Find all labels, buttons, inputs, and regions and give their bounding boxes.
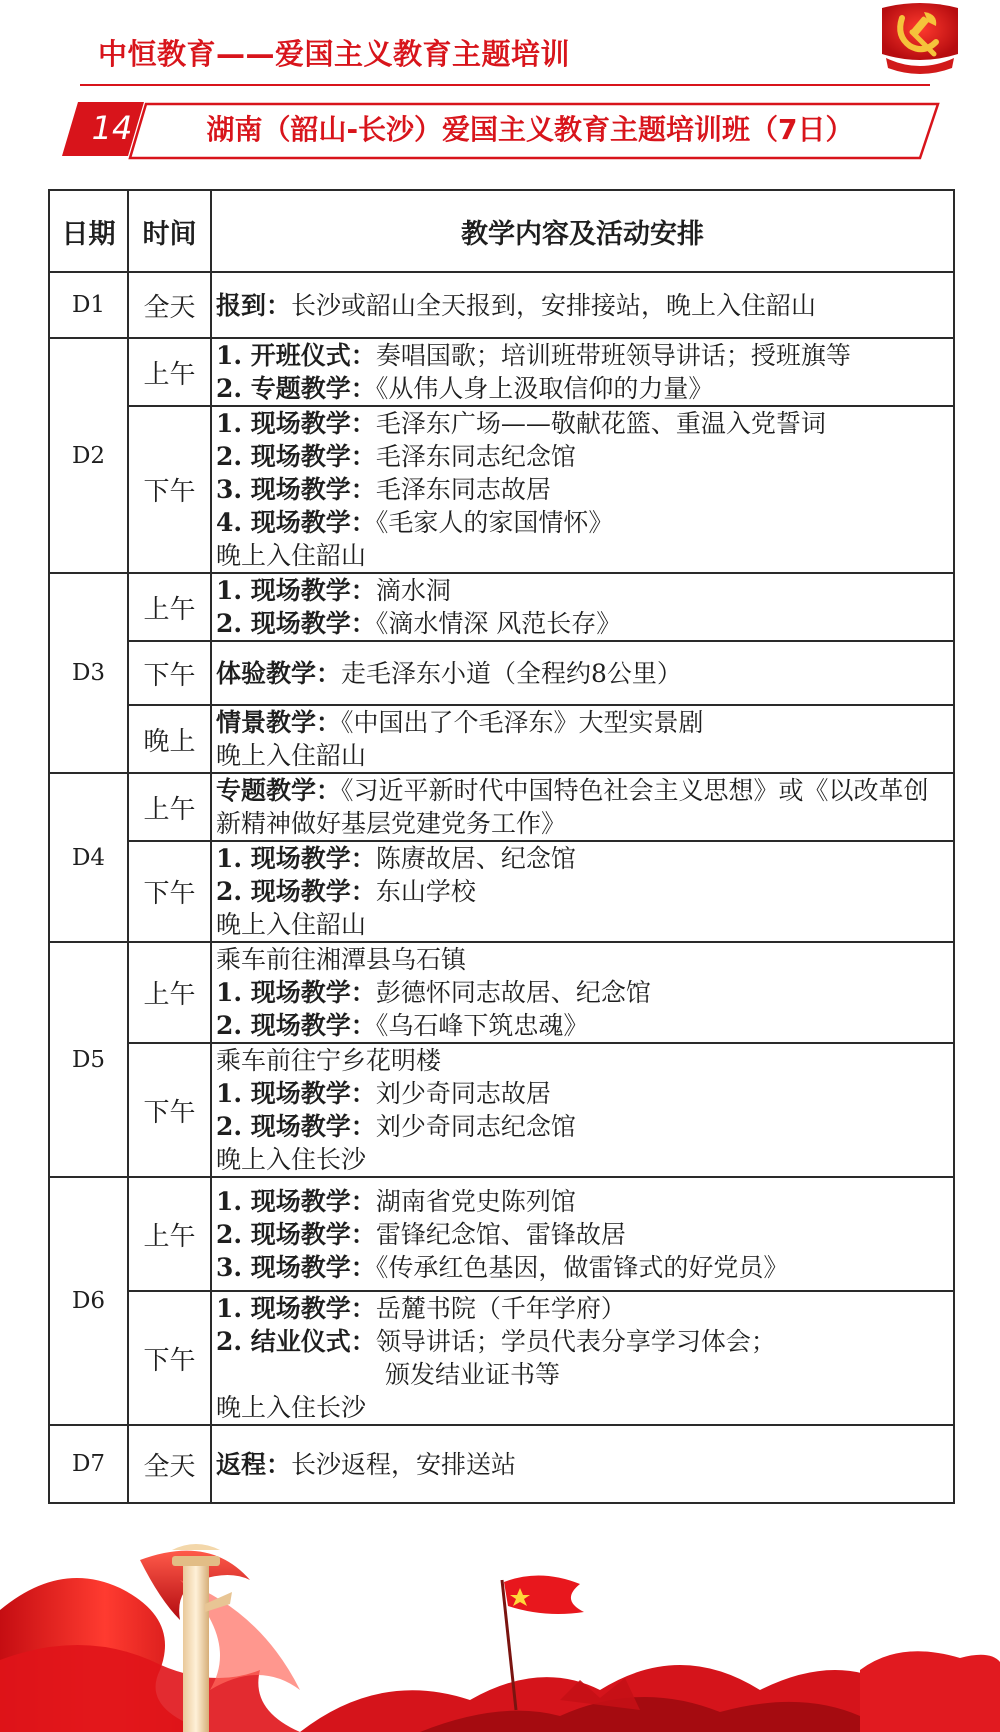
content-text: 《滴水情深 风范长存》 <box>375 609 622 638</box>
time-cell: 下午 <box>128 641 211 705</box>
content-text: 《习近平新时代中国特色社会主义思想》或《以改革创新精神做好基层党建党务工作》 <box>216 776 929 838</box>
table-row <box>49 338 954 406</box>
content-line <box>216 506 949 539</box>
day-cell: D6 <box>49 1177 128 1425</box>
time-cell: 全天 <box>128 272 211 338</box>
content-label: 2. 现场教学： <box>216 442 376 471</box>
content-label: 3. 现场教学： <box>216 1252 376 1282</box>
content-text: 乘车前往湘潭县乌石镇 <box>216 945 467 974</box>
content-label: 2. 现场教学： <box>216 877 376 906</box>
content-label: 2. 专题教学： <box>216 374 376 403</box>
content-line <box>216 1044 949 1077</box>
content-line <box>216 875 949 908</box>
time-cell: 上午 <box>128 573 211 641</box>
table-row <box>49 705 954 773</box>
content-cell <box>211 272 954 338</box>
day-cell: D2 <box>49 338 128 573</box>
content-line <box>216 407 949 440</box>
content-line <box>216 339 949 372</box>
content-text: 毛泽东广场——敬献花篮、重温入党誓词 <box>375 409 826 438</box>
content-cell <box>211 573 954 641</box>
content-text: 彭德怀同志故居、纪念馆 <box>375 978 651 1007</box>
content-text: 颁发结业证书等 <box>385 1360 561 1389</box>
content-line <box>216 473 949 506</box>
course-title: 湖南（韶山-长沙）爱国主义教育主题培训班（7日） <box>206 113 854 146</box>
content-line <box>216 1110 949 1143</box>
content-line <box>216 1077 949 1110</box>
time-cell: 下午 <box>128 1043 211 1177</box>
day-cell: D4 <box>49 773 128 942</box>
content-label: 1. 现场教学： <box>216 1186 376 1216</box>
content-line <box>216 1251 949 1284</box>
time-cell: 上午 <box>128 1177 211 1291</box>
day-cell: D7 <box>49 1425 128 1503</box>
content-line <box>216 289 949 322</box>
content-label: 2. 现场教学： <box>216 1011 376 1040</box>
content-line <box>216 1325 949 1358</box>
content-label: 1. 现场教学： <box>216 409 376 438</box>
content-text: 晚上入住韶山 <box>216 541 367 570</box>
table-row <box>49 406 954 573</box>
content-text: 湖南省党史陈列馆 <box>375 1186 576 1216</box>
header-day: 日期 <box>49 190 128 272</box>
content-line <box>216 1391 949 1424</box>
content-label: 返程： <box>216 1449 292 1479</box>
content-cell <box>211 1177 954 1291</box>
content-label: 1. 现场教学： <box>216 1079 376 1108</box>
content-line <box>216 706 949 739</box>
time-cell: 晚上 <box>128 705 211 773</box>
table-row <box>49 841 954 942</box>
content-label: 2. 现场教学： <box>216 1112 376 1141</box>
content-text: 刘少奇同志故居 <box>375 1079 551 1108</box>
content-text: 走毛泽东小道（全程约8公里） <box>341 658 682 688</box>
content-text: 陈赓故居、纪念馆 <box>375 844 576 873</box>
content-text: 《中国出了个毛泽东》大型实景剧 <box>341 708 704 737</box>
day-cell: D3 <box>49 573 128 773</box>
table-row <box>49 1291 954 1425</box>
content-line <box>216 1143 949 1176</box>
time-cell: 下午 <box>128 1291 211 1425</box>
time-cell: 上午 <box>128 773 211 841</box>
content-line <box>216 943 949 976</box>
content-text: 东山学校 <box>375 877 476 906</box>
content-label: 情景教学： <box>216 708 342 737</box>
content-cell <box>211 1043 954 1177</box>
time-cell: 下午 <box>128 406 211 573</box>
content-label: 1. 现场教学： <box>216 1294 376 1323</box>
content-line <box>216 1009 949 1042</box>
content-line <box>216 774 949 840</box>
content-cell <box>211 1291 954 1425</box>
schedule-body <box>49 272 954 1503</box>
content-label: 报到： <box>216 290 292 320</box>
content-cell <box>211 773 954 841</box>
content-text: 乘车前往宁乡花明楼 <box>216 1046 442 1075</box>
content-line <box>216 1185 949 1218</box>
content-text: 滴水洞 <box>375 576 451 605</box>
content-line <box>216 1358 949 1391</box>
content-text: 《传承红色基因，做雷锋式的好党员》 <box>375 1252 789 1282</box>
content-label: 1. 开班仪式： <box>216 341 376 370</box>
content-text: 毛泽东同志纪念馆 <box>375 442 576 471</box>
time-cell: 全天 <box>128 1425 211 1503</box>
content-line <box>216 1218 949 1251</box>
schedule-table <box>48 189 955 1504</box>
content-line <box>216 739 949 772</box>
table-header-row <box>49 190 954 272</box>
content-label: 2. 结业仪式： <box>216 1327 376 1356</box>
brand-title: 中恒教育——爱国主义教育主题培训 <box>98 37 571 71</box>
time-cell: 下午 <box>128 841 211 942</box>
red-banner-flag-decoration <box>0 1540 1000 1732</box>
time-cell: 上午 <box>128 338 211 406</box>
table-row <box>49 1177 954 1291</box>
party-emblem-icon <box>872 2 968 76</box>
content-text: 长沙或韶山全天报到，安排接站，晚上入住韶山 <box>291 290 817 320</box>
content-label: 2. 现场教学： <box>216 1219 376 1249</box>
content-text: 长沙返程，安排送站 <box>291 1449 517 1479</box>
table-row <box>49 641 954 705</box>
day-cell: D1 <box>49 272 128 338</box>
content-line <box>216 842 949 875</box>
content-text: 毛泽东同志故居 <box>375 475 551 504</box>
content-text: 《毛家人的家国情怀》 <box>375 508 614 537</box>
content-cell <box>211 406 954 573</box>
content-text: 雷锋纪念馆、雷锋故居 <box>375 1219 626 1249</box>
content-cell <box>211 841 954 942</box>
header-time: 时间 <box>128 190 211 272</box>
day-cell: D5 <box>49 942 128 1177</box>
table-row <box>49 272 954 338</box>
course-number: 14 <box>91 109 133 147</box>
table-row <box>49 942 954 1043</box>
content-text: 晚上入住长沙 <box>216 1145 367 1174</box>
content-text: 刘少奇同志纪念馆 <box>375 1112 576 1141</box>
content-text: 岳麓书院（千年学府） <box>375 1294 626 1323</box>
content-line <box>216 539 949 572</box>
content-cell <box>211 1425 954 1503</box>
content-cell <box>211 338 954 406</box>
content-label: 体验教学： <box>216 658 342 688</box>
content-label: 1. 现场教学： <box>216 576 376 605</box>
content-label: 1. 现场教学： <box>216 844 376 873</box>
content-text: 晚上入住长沙 <box>216 1393 367 1422</box>
content-line <box>216 1292 949 1325</box>
content-text: 《从伟人身上汲取信仰的力量》 <box>375 374 714 403</box>
content-text: 晚上入住韶山 <box>216 741 367 770</box>
content-cell <box>211 641 954 705</box>
content-line <box>216 440 949 473</box>
content-label: 专题教学： <box>216 776 342 805</box>
content-text: 领导讲话；学员代表分享学习体会； <box>375 1327 776 1356</box>
table-row <box>49 1043 954 1177</box>
content-label: 1. 现场教学： <box>216 978 376 1007</box>
content-line <box>216 657 949 690</box>
content-line <box>216 574 949 607</box>
content-label: 4. 现场教学： <box>216 508 376 537</box>
content-cell <box>211 942 954 1043</box>
content-line <box>216 372 949 405</box>
content-line <box>216 607 949 640</box>
content-cell <box>211 705 954 773</box>
table-row <box>49 1425 954 1503</box>
content-text: 《乌石峰下筑忠魂》 <box>375 1011 589 1040</box>
content-line <box>216 908 949 941</box>
content-line <box>216 976 949 1009</box>
content-label: 2. 现场教学： <box>216 609 376 638</box>
header-content: 教学内容及活动安排 <box>211 190 954 272</box>
table-row <box>49 573 954 641</box>
content-line <box>216 1448 949 1481</box>
content-label: 3. 现场教学： <box>216 475 376 504</box>
time-cell: 上午 <box>128 942 211 1043</box>
content-text: 晚上入住韶山 <box>216 910 367 939</box>
table-row <box>49 773 954 841</box>
header-rule <box>80 84 930 86</box>
content-text: 奏唱国歌；培训班带班领导讲话；授班旗等 <box>375 341 851 370</box>
